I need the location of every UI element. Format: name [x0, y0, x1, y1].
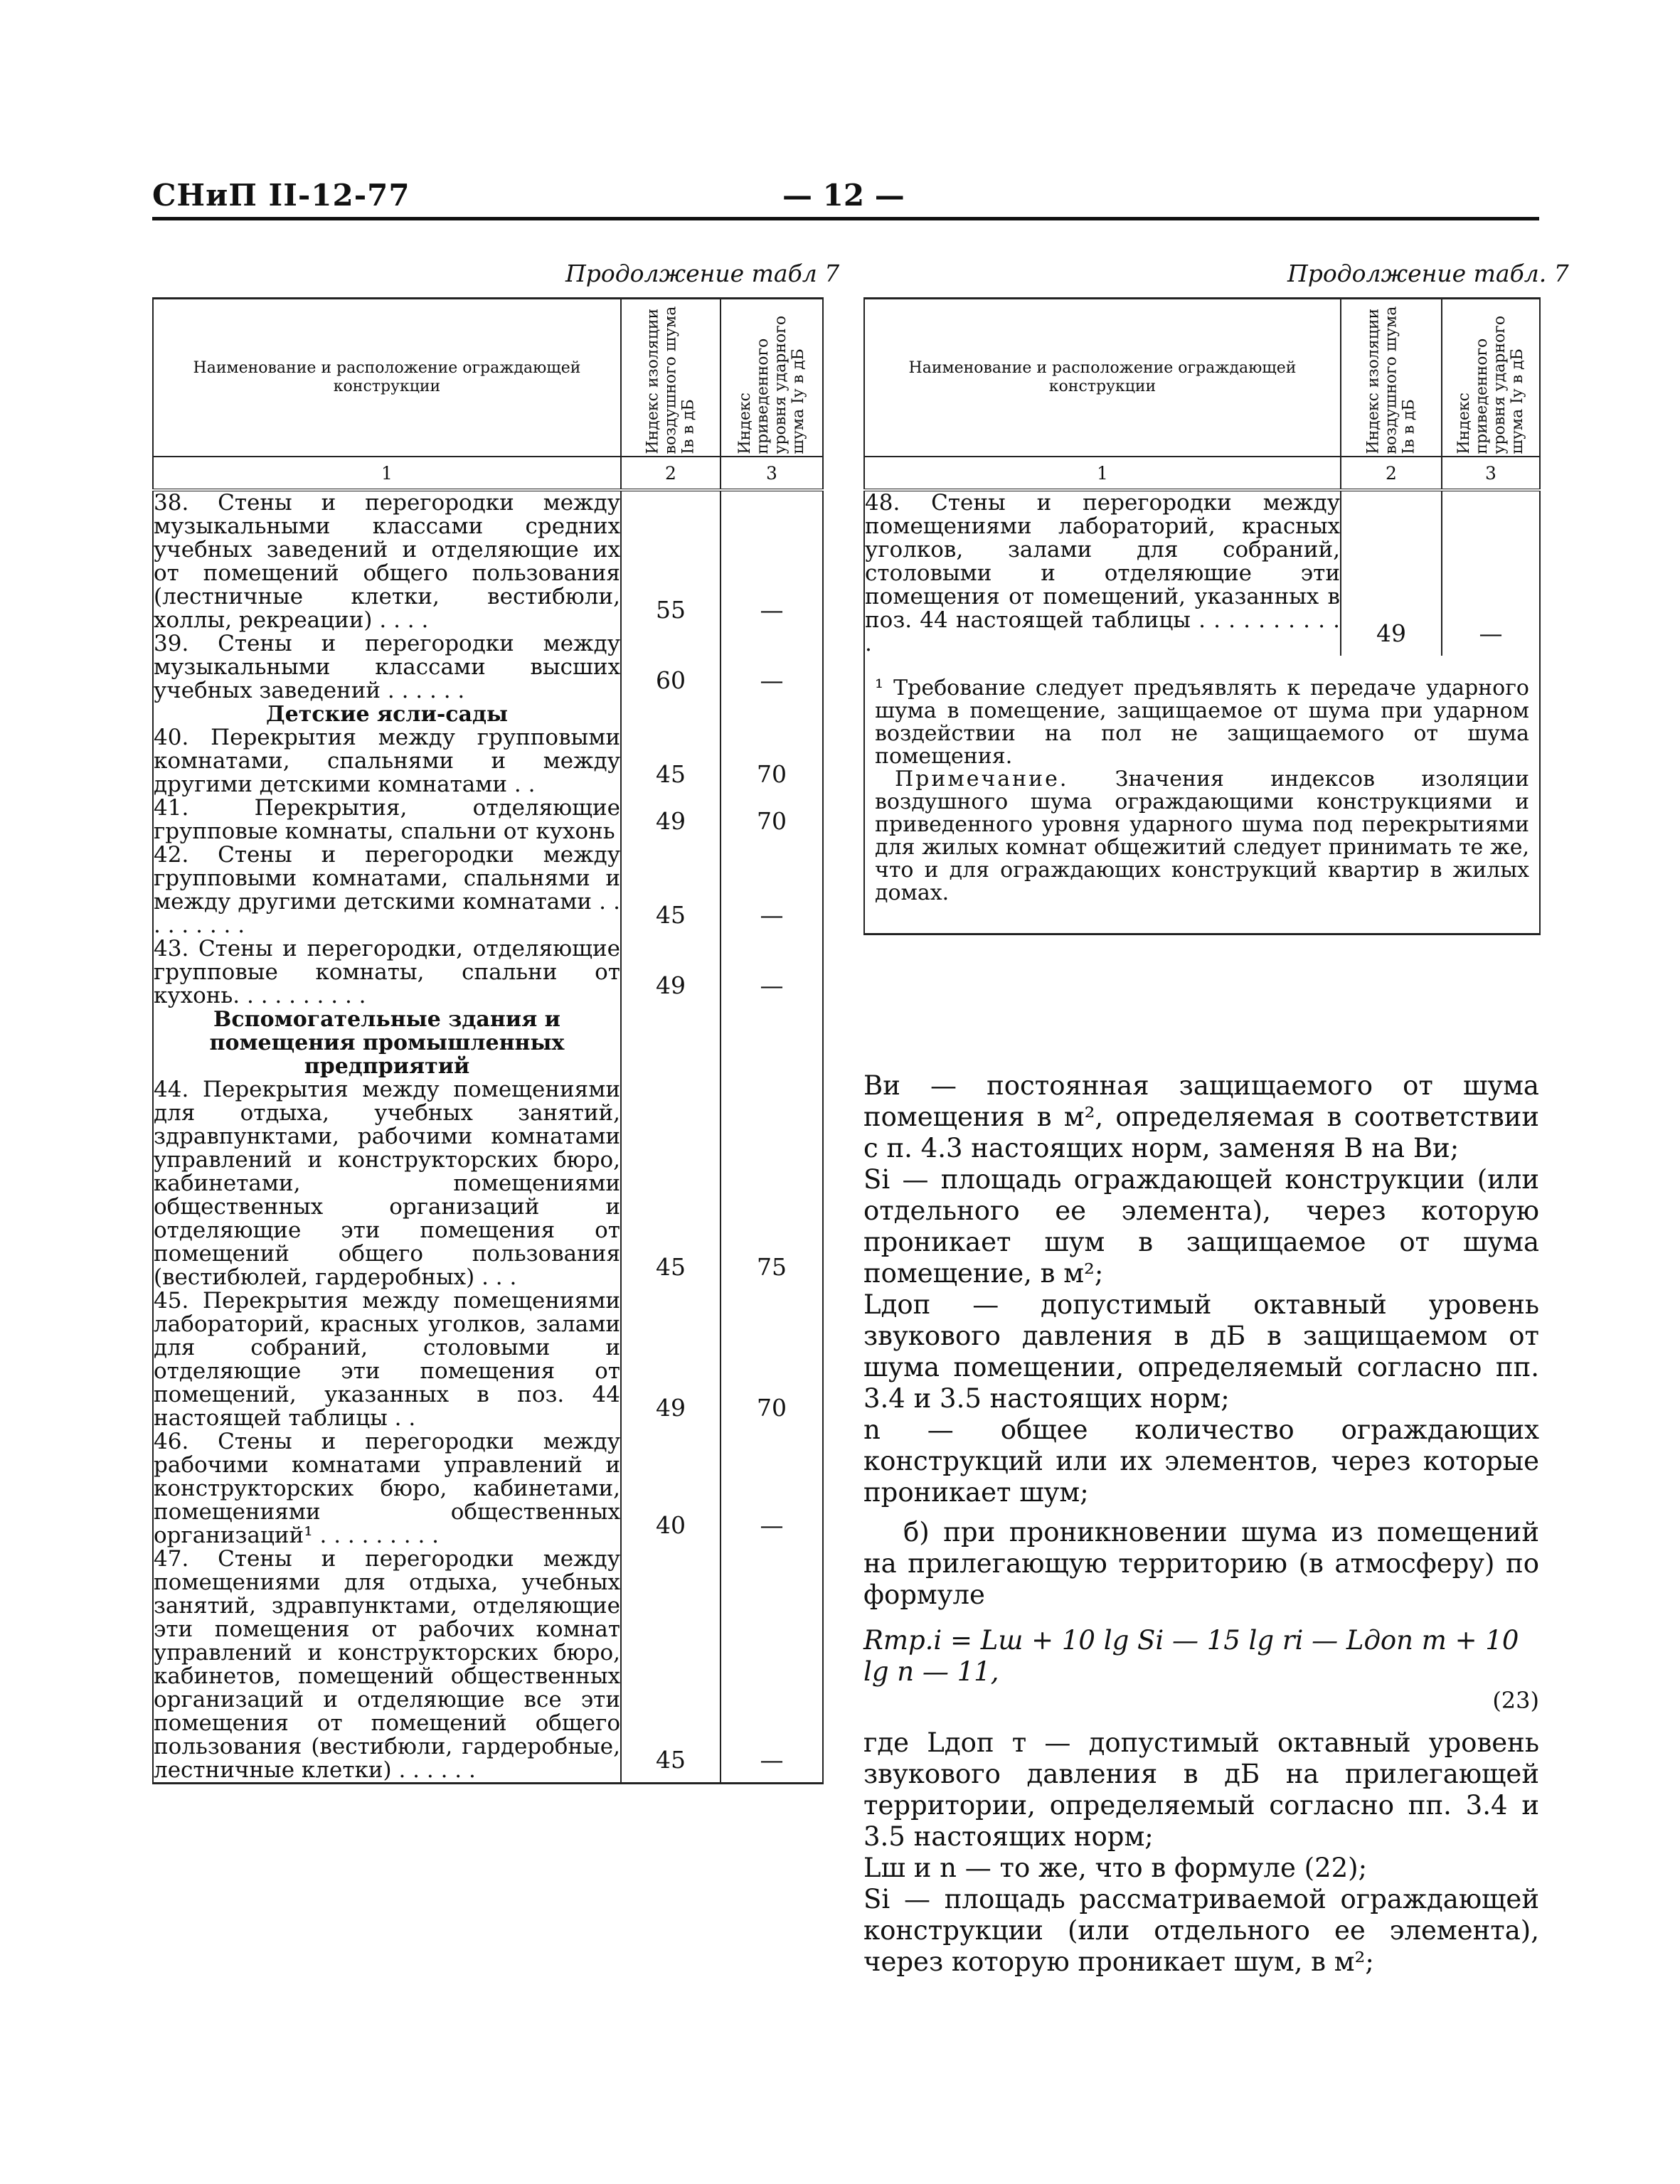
airborne-noise-index: 45 [656, 901, 686, 929]
note-text: Значения индексов изоляции воздушного шума ограждающими конструкциями и приведенного уровня ударного шума под перекрытиями для жилых комнат общежитий следует принимать те же, что и для ограждающих конструкций квартир в жилых домах. [875, 767, 1529, 905]
table-footnote [865, 677, 1539, 905]
airborne-noise-index: 45 [656, 760, 686, 788]
airborne-noise-index: 55 [656, 596, 686, 624]
note-label: Примечание. [895, 767, 1069, 792]
empty-cell [621, 703, 721, 726]
airborne-noise-index-cell [621, 1430, 721, 1548]
col1-number: 1 [153, 457, 621, 490]
table-row [153, 726, 823, 797]
airborne-noise-index: 45 [656, 1746, 686, 1774]
col3-number: 3 [721, 457, 823, 490]
impact-noise-index: 70 [757, 807, 787, 835]
paragraph-b: б) при проникновении шума из помещений на прилегающую территорию (в атмосферу) по формуле [863, 1517, 1539, 1610]
definition-ldopt: где Lдоп т — допустимый октавный уровень звукового давления в дБ на прилегающей территории, определяемый согласно пп. 3.4 и 3.5 настоящих норм; [863, 1727, 1539, 1852]
impact-noise-index: — [760, 971, 784, 999]
section-row [153, 703, 823, 726]
page-number: — 12 — [782, 178, 905, 213]
table-row [153, 937, 823, 1008]
table-note [875, 768, 1529, 905]
table-row [153, 797, 823, 843]
construction-description: 43. Стены и перегородки, отделяющие групповые комнаты, спальни от кухонь. . . . . . . . . . [154, 936, 620, 1008]
col1-header-right: Наименование и расположение ограждающей конструкции [864, 299, 1341, 457]
table-row [153, 1548, 823, 1784]
airborne-noise-index-cell [621, 1548, 721, 1784]
col2-header-right: Индекс изоляции воздушного шума Iв в дБ [1364, 306, 1418, 454]
impact-noise-index-cell [721, 632, 823, 703]
construction-description: 41. Перекрытия, отделяющие групповые комнаты, спальни от кухонь [154, 795, 620, 844]
table-row [153, 1430, 823, 1548]
table-row [153, 1289, 823, 1430]
col2-number-right: 2 [1341, 457, 1442, 490]
airborne-noise-index: 40 [656, 1511, 686, 1539]
airborne-noise-index: 49 [656, 1394, 686, 1422]
col3-header: Индекс приведенного уровня ударного шума Iу в дБ [736, 315, 807, 454]
definition-s: Si — площадь ограждающей конструкции (или отдельного ее элемента), через которую проникает шум в защищаемое от шума помещение, в м²; [863, 1164, 1539, 1289]
formula-number: (23) [1492, 1687, 1539, 1714]
impact-noise-index-cell [721, 797, 823, 843]
impact-noise-index: 70 [757, 760, 787, 788]
section-row [153, 1008, 823, 1078]
empty-cell [721, 1008, 823, 1078]
col3-header-right: Индекс приведенного уровня ударного шума Iу в дБ [1455, 315, 1526, 454]
left-table-caption: Продолжение табл 7 [565, 260, 840, 287]
section-heading: Детские ясли-сады [153, 703, 621, 726]
impact-noise-index-cell [1442, 490, 1540, 656]
empty-cell [621, 1008, 721, 1078]
left-table [152, 297, 824, 1784]
definition-ldop: Lдоп — допустимый октавный уровень звукового давления в дБ в защищаемом от шума помещении, определяемый согласно пп. 3.4 и 3.5 настоящих норм; [863, 1289, 1539, 1414]
table-row [153, 490, 823, 632]
impact-noise-index-cell [721, 726, 823, 797]
right-table-caption: Продолжение табл. 7 [1287, 260, 1569, 287]
empty-cell [721, 703, 823, 726]
impact-noise-index: — [760, 901, 784, 929]
airborne-noise-index-cell [621, 937, 721, 1008]
table-row [153, 1078, 823, 1289]
construction-description: 42. Стены и перегородки между групповыми комнатами, спальнями и между другими детскими комнатами . . . . . . . . . [154, 842, 620, 938]
airborne-noise-index-cell [621, 726, 721, 797]
col2-header: Индекс изоляции воздушного шума Iв в дБ [644, 306, 698, 454]
construction-description: 48. Стены и перегородки между помещениями лабораторий, красных уголков, залами для собраний, столовыми и отделяющие эти помещения от помещений, указанных в поз. 44 настоящей таблицы . . . . . . . . . . . [865, 490, 1340, 656]
airborne-noise-index-cell [621, 1078, 721, 1289]
impact-noise-index: — [760, 596, 784, 624]
impact-noise-index: 70 [757, 1394, 787, 1422]
document-code: СНиП II-12-77 [152, 178, 410, 213]
airborne-noise-index: 45 [656, 1253, 686, 1281]
right-table [863, 297, 1541, 935]
definition-si: Si — площадь рассматриваемой ограждающей конструкции (или отдельного ее элемента), через которую проникает шум, в м²; [863, 1884, 1539, 1977]
formula-23: Rтр.i = Lш + 10 lg Si — 15 lg ri — Lдоп т + 10 lg n — 11, [863, 1625, 1519, 1687]
airborne-noise-index: 49 [656, 807, 686, 835]
col1-header: Наименование и расположение ограждающей конструкции [153, 299, 621, 457]
impact-noise-index-cell [721, 1289, 823, 1430]
table-row [153, 843, 823, 937]
impact-noise-index: — [760, 1746, 784, 1774]
col2-number: 2 [621, 457, 721, 490]
definition-n: n — общее количество ограждающих конструкций или их элементов, через которые проникает шум; [863, 1415, 1539, 1508]
definition-lsh: Lш и n — то же, что в формуле (22); [863, 1853, 1368, 1883]
impact-noise-index-cell [721, 843, 823, 937]
airborne-noise-index-cell [621, 797, 721, 843]
construction-description: 40. Перекрытия между групповыми комнатами, спальнями и между другими детскими комнатами . . [154, 725, 620, 797]
left-table-body [153, 490, 823, 1784]
airborne-noise-index-cell [621, 490, 721, 632]
header-rule [152, 217, 1539, 220]
airborne-noise-index-cell [621, 843, 721, 937]
impact-noise-index: — [760, 666, 784, 694]
footnote-text: ¹ Требование следует предъявлять к передаче ударного шума в помещение, защищаемое от шума при ударном воздействии на пол не защищаемого от шума помещения. [875, 676, 1529, 769]
airborne-noise-index: 49 [1376, 619, 1406, 647]
impact-noise-index: 75 [757, 1253, 787, 1281]
airborne-noise-index-cell [1341, 490, 1442, 656]
impact-noise-index-cell [721, 490, 823, 632]
construction-description: 45. Перекрытия между помещениями лабораторий, красных уголков, залами для собраний, столовыми и отделяющие эти помещения от помещений, указанных в поз. 44 настоящей таблицы . . [154, 1288, 620, 1431]
definition-b: Bи — постоянная защищаемого от шума помещения в м², определяемая в соответствии с п. 4.3 настоящих норм, заменяя B на Bи; [863, 1070, 1539, 1163]
col1-number-right: 1 [864, 457, 1341, 490]
section-heading: Вспомогательные здания и помещения промышленных предприятий [153, 1008, 621, 1078]
impact-noise-index: — [760, 1511, 784, 1539]
table-row [864, 490, 1540, 656]
impact-noise-index-cell [721, 1548, 823, 1784]
airborne-noise-index: 49 [656, 971, 686, 999]
impact-noise-index-cell [721, 937, 823, 1008]
construction-description: 46. Стены и перегородки между рабочими комнатами управлений и конструкторских бюро, кабинетами, помещениями общественных организаций¹ . . . . . . . . . [154, 1429, 620, 1548]
body-text [863, 1070, 1539, 1978]
right-table-body [864, 490, 1540, 656]
construction-description: 38. Стены и перегородки между музыкальными классами средних учебных заведений и отделяющие их от помещений общего пользования (лестничные клетки, вестибюли, холлы, рекреации) . . . . [154, 490, 620, 633]
airborne-noise-index-cell [621, 632, 721, 703]
airborne-noise-index: 60 [656, 666, 686, 694]
col3-number-right: 3 [1442, 457, 1540, 490]
construction-description: 44. Перекрытия между помещениями для отдыха, учебных занятий, здравпунктами, рабочими комнатами управлений и конструкторских бюро, кабинетами, помещениями общественных организаций и отделяющие эти помещения от помещений общего пользования (вестибюлей, гардеробных) . . . [154, 1077, 620, 1290]
construction-description: 47. Стены и перегородки между помещениями для отдыха, учебных занятий, здравпунктами, отделяющие эти помещения от рабочих комнат управлений и конструкторских бюро, кабинетов, помещений общественных организаций и отделяющие все эти помещения от помещений общего пользования (вестибюли, гардеробные, лестничные клетки) . . . . . . [154, 1546, 620, 1783]
airborne-noise-index-cell [621, 1289, 721, 1430]
impact-noise-index: — [1479, 619, 1503, 647]
impact-noise-index-cell [721, 1430, 823, 1548]
impact-noise-index-cell [721, 1078, 823, 1289]
construction-description: 39. Стены и перегородки между музыкальными классами высших учебных заведений . . . . . . [154, 631, 620, 703]
table-row [153, 632, 823, 703]
